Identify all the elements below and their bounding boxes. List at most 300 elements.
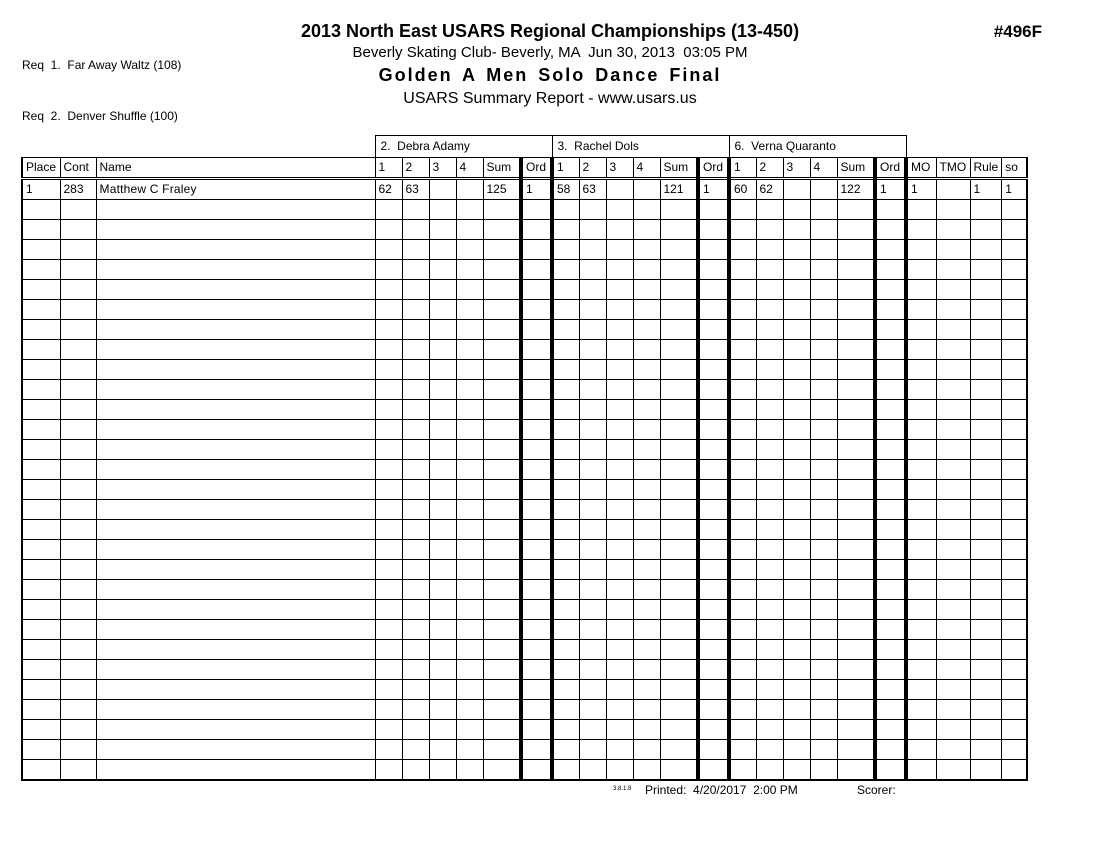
cell-cont — [60, 640, 96, 660]
cell-j2-sum: 121 — [660, 179, 698, 200]
cell-j3-t3 — [783, 700, 810, 720]
cell-rule — [970, 400, 1002, 420]
cell-j2-sum — [660, 540, 698, 560]
cell-j2-t1 — [552, 740, 579, 760]
cell-j3-ord — [875, 500, 906, 520]
cell-j1-ord — [521, 420, 552, 440]
cell-j2-t1 — [552, 640, 579, 660]
cell-j2-sum — [660, 440, 698, 460]
cell-j3-t3 — [783, 220, 810, 240]
judge-1-name: 2. Debra Adamy — [375, 136, 552, 158]
cell-j3-sum — [837, 460, 875, 480]
cell-mo — [906, 560, 936, 580]
cell-j3-ord — [875, 440, 906, 460]
cell-tmo — [936, 380, 970, 400]
cell-j1-t1 — [375, 240, 402, 260]
cell-j1-ord — [521, 360, 552, 380]
col-header-j1-t1: 1 — [375, 158, 402, 179]
cell-j2-ord — [698, 200, 729, 220]
table-row-empty — [22, 580, 1027, 600]
cell-j3-t3 — [783, 600, 810, 620]
cell-j1-sum — [483, 720, 521, 740]
cell-place — [22, 280, 60, 300]
cell-cont — [60, 400, 96, 420]
cell-j3-sum — [837, 300, 875, 320]
score-table — [21, 135, 1028, 781]
cell-j1-ord — [521, 720, 552, 740]
cell-j2-sum — [660, 700, 698, 720]
cell-j3-ord — [875, 560, 906, 580]
cell-j3-t4 — [810, 580, 837, 600]
cell-j2-t3 — [606, 460, 633, 480]
cell-j2-t2 — [579, 300, 606, 320]
cell-j1-t3 — [429, 740, 456, 760]
cell-j3-sum — [837, 520, 875, 540]
cell-j1-t2 — [402, 520, 429, 540]
cell-j1-t2 — [402, 740, 429, 760]
table-row-empty — [22, 680, 1027, 700]
cell-j2-ord — [698, 440, 729, 460]
cell-j3-t1 — [729, 240, 756, 260]
cell-mo — [906, 640, 936, 660]
cell-name — [96, 460, 375, 480]
cell-tmo — [936, 540, 970, 560]
cell-j2-t4 — [633, 440, 660, 460]
cell-j2-t2 — [579, 480, 606, 500]
cell-tmo — [936, 360, 970, 380]
cell-mo — [906, 360, 936, 380]
cell-j1-t1 — [375, 380, 402, 400]
cell-j3-t3 — [783, 520, 810, 540]
cell-j1-t3 — [429, 200, 456, 220]
cell-j1-t2 — [402, 460, 429, 480]
cell-rule — [970, 420, 1002, 440]
championship-title: 2013 North East USARS Regional Championships (13-450) — [300, 21, 800, 41]
cell-so — [1002, 580, 1027, 600]
cell-cont — [60, 480, 96, 500]
cell-j3-t4 — [810, 480, 837, 500]
cell-j2-sum — [660, 220, 698, 240]
cell-j2-t3 — [606, 360, 633, 380]
cell-j2-t2 — [579, 500, 606, 520]
table-row-empty — [22, 460, 1027, 480]
cell-j3-t1 — [729, 500, 756, 520]
cell-place — [22, 400, 60, 420]
cell-j3-t3 — [783, 340, 810, 360]
cell-j1-t2 — [402, 760, 429, 781]
cell-j2-t4 — [633, 500, 660, 520]
cell-j3-t3 — [783, 740, 810, 760]
cell-j2-t3 — [606, 260, 633, 280]
cell-j1-ord — [521, 640, 552, 660]
cell-j3-t4 — [810, 520, 837, 540]
cell-name — [96, 720, 375, 740]
cell-rule — [970, 500, 1002, 520]
cell-mo — [906, 500, 936, 520]
cell-so — [1002, 700, 1027, 720]
cell-tmo — [936, 220, 970, 240]
cell-name — [96, 540, 375, 560]
cell-j3-t3 — [783, 360, 810, 380]
cell-name — [96, 380, 375, 400]
cell-tmo — [936, 260, 970, 280]
cell-j1-t4 — [456, 520, 483, 540]
cell-j2-ord — [698, 300, 729, 320]
cell-j2-t1 — [552, 260, 579, 280]
cell-mo — [906, 240, 936, 260]
cell-mo — [906, 520, 936, 540]
cell-j1-t4 — [456, 760, 483, 781]
cell-cont — [60, 300, 96, 320]
judge-3-name: 6. Verna Quaranto — [729, 136, 906, 158]
judge-header-row — [22, 136, 1027, 158]
cell-j1-t4 — [456, 420, 483, 440]
cell-j2-t1 — [552, 280, 579, 300]
cell-place — [22, 600, 60, 620]
cell-j1-t3 — [429, 460, 456, 480]
cell-j1-t1 — [375, 280, 402, 300]
cell-j3-t2 — [756, 440, 783, 460]
cell-j1-t2: 63 — [402, 179, 429, 200]
cell-j3-t1 — [729, 460, 756, 480]
header-titles — [0, 21, 1100, 108]
col-header-j3-ord: Ord — [875, 158, 906, 179]
cell-j1-t2 — [402, 640, 429, 660]
cell-j3-t1 — [729, 760, 756, 781]
cell-name — [96, 220, 375, 240]
cell-j3-t4 — [810, 360, 837, 380]
cell-j1-t3 — [429, 440, 456, 460]
cell-j2-ord — [698, 700, 729, 720]
cell-so — [1002, 520, 1027, 540]
cell-mo — [906, 460, 936, 480]
cell-j3-t4 — [810, 460, 837, 480]
cell-j2-t2 — [579, 640, 606, 660]
cell-j1-t2 — [402, 700, 429, 720]
cell-j2-t4 — [633, 340, 660, 360]
col-header-so: so — [1002, 158, 1027, 179]
cell-j1-t3 — [429, 320, 456, 340]
cell-so — [1002, 760, 1027, 781]
cell-cont — [60, 340, 96, 360]
cell-j1-sum — [483, 540, 521, 560]
cell-j2-ord — [698, 480, 729, 500]
cell-cont — [60, 280, 96, 300]
cell-j2-t1 — [552, 240, 579, 260]
cell-cont — [60, 720, 96, 740]
cell-j3-t3 — [783, 420, 810, 440]
cell-rule — [970, 440, 1002, 460]
cell-j3-sum — [837, 680, 875, 700]
cell-so — [1002, 240, 1027, 260]
cell-tmo — [936, 680, 970, 700]
cell-place — [22, 300, 60, 320]
cell-j1-t1 — [375, 740, 402, 760]
cell-j2-ord — [698, 220, 729, 240]
cell-mo — [906, 660, 936, 680]
cell-j1-ord — [521, 520, 552, 540]
cell-j1-ord — [521, 280, 552, 300]
cell-j3-t3 — [783, 280, 810, 300]
cell-place — [22, 640, 60, 660]
cell-j1-t2 — [402, 600, 429, 620]
col-header-rule: Rule — [970, 158, 1002, 179]
cell-rule — [970, 360, 1002, 380]
cell-j2-sum — [660, 680, 698, 700]
table-row-empty — [22, 720, 1027, 740]
cell-mo — [906, 620, 936, 640]
cell-j2-ord — [698, 320, 729, 340]
cell-tmo — [936, 580, 970, 600]
cell-j3-t2 — [756, 220, 783, 240]
cell-j1-sum — [483, 700, 521, 720]
cell-j3-t2 — [756, 300, 783, 320]
cell-tmo — [936, 320, 970, 340]
cell-j2-ord — [698, 240, 729, 260]
cell-cont — [60, 620, 96, 640]
cell-j2-t1 — [552, 440, 579, 460]
cell-j3-t1 — [729, 720, 756, 740]
cell-j1-t1 — [375, 400, 402, 420]
cell-so — [1002, 740, 1027, 760]
cell-j3-t1 — [729, 380, 756, 400]
cell-j1-t2 — [402, 300, 429, 320]
cell-j2-t3 — [606, 240, 633, 260]
cell-j1-sum — [483, 300, 521, 320]
cell-j3-sum — [837, 580, 875, 600]
cell-j3-t2 — [756, 720, 783, 740]
table-row-empty — [22, 340, 1027, 360]
cell-tmo — [936, 720, 970, 740]
cell-j1-sum — [483, 220, 521, 240]
cell-j2-t4 — [633, 540, 660, 560]
cell-j2-t2 — [579, 520, 606, 540]
cell-j2-t3 — [606, 480, 633, 500]
cell-j1-t4 — [456, 560, 483, 580]
cell-j1-t1 — [375, 260, 402, 280]
cell-cont — [60, 560, 96, 580]
cell-j2-t2 — [579, 540, 606, 560]
cell-j3-sum — [837, 500, 875, 520]
cell-rule — [970, 700, 1002, 720]
cell-j3-t2 — [756, 340, 783, 360]
cell-j3-t3 — [783, 440, 810, 460]
cell-j2-ord — [698, 720, 729, 740]
col-header-cont: Cont — [60, 158, 96, 179]
cell-j3-ord — [875, 460, 906, 480]
cell-j3-t4 — [810, 400, 837, 420]
cell-j3-ord — [875, 680, 906, 700]
cell-j2-ord — [698, 280, 729, 300]
cell-j3-t1 — [729, 540, 756, 560]
cell-tmo — [936, 760, 970, 781]
req-line-2: Req 2. Denver Shuffle (100) — [22, 109, 178, 123]
cell-j1-ord — [521, 340, 552, 360]
col-header-j2-t1: 1 — [552, 158, 579, 179]
cell-so — [1002, 280, 1027, 300]
cell-j1-t3 — [429, 420, 456, 440]
cell-j2-sum — [660, 740, 698, 760]
cell-cont — [60, 740, 96, 760]
cell-so: 1 — [1002, 179, 1027, 200]
cell-j3-t1 — [729, 260, 756, 280]
cell-j3-ord — [875, 320, 906, 340]
cell-j3-t1 — [729, 680, 756, 700]
cell-j2-ord: 1 — [698, 179, 729, 200]
cell-name — [96, 440, 375, 460]
cell-j2-t2 — [579, 760, 606, 781]
cell-j3-t3 — [783, 240, 810, 260]
cell-name — [96, 620, 375, 640]
cell-rule — [970, 260, 1002, 280]
cell-j1-t1 — [375, 700, 402, 720]
cell-j1-t4 — [456, 440, 483, 460]
table-row-empty — [22, 660, 1027, 680]
cell-mo — [906, 220, 936, 240]
cell-j2-t4 — [633, 520, 660, 540]
cell-j3-t2 — [756, 540, 783, 560]
cell-rule — [970, 220, 1002, 240]
cell-j3-t3 — [783, 460, 810, 480]
cell-j1-t1 — [375, 680, 402, 700]
cell-mo — [906, 540, 936, 560]
col-header-j3-t4: 4 — [810, 158, 837, 179]
event-title: Golden A Men Solo Dance Final — [378, 64, 722, 85]
cell-place — [22, 540, 60, 560]
cell-j1-ord — [521, 660, 552, 680]
col-header-j3-t1: 1 — [729, 158, 756, 179]
cell-j2-t2 — [579, 380, 606, 400]
cell-j1-t3 — [429, 340, 456, 360]
cell-j2-t1 — [552, 520, 579, 540]
cell-tmo — [936, 179, 970, 200]
cell-j3-t4 — [810, 260, 837, 280]
cell-place — [22, 580, 60, 600]
cell-j1-t1 — [375, 580, 402, 600]
cell-cont — [60, 520, 96, 540]
cell-j2-t4 — [633, 220, 660, 240]
cell-j2-ord — [698, 560, 729, 580]
cell-j3-t2 — [756, 400, 783, 420]
cell-j2-ord — [698, 580, 729, 600]
cell-j2-t3 — [606, 320, 633, 340]
cell-j2-t1 — [552, 300, 579, 320]
cell-j2-sum — [660, 560, 698, 580]
cell-j3-t4 — [810, 300, 837, 320]
cell-cont — [60, 700, 96, 720]
cell-j2-t3 — [606, 179, 633, 200]
cell-j2-t4 — [633, 240, 660, 260]
table-row — [22, 179, 1027, 200]
cell-mo — [906, 380, 936, 400]
cell-rule — [970, 300, 1002, 320]
cell-name — [96, 360, 375, 380]
cell-name — [96, 260, 375, 280]
cell-j1-ord: 1 — [521, 179, 552, 200]
score-table-body — [22, 179, 1027, 781]
judge-2-name: 3. Rachel Dols — [552, 136, 729, 158]
cell-j3-t1 — [729, 420, 756, 440]
cell-j1-ord — [521, 740, 552, 760]
cell-j1-sum — [483, 320, 521, 340]
cell-j1-t4 — [456, 540, 483, 560]
venue-date-line: Beverly Skating Club- Beverly, MA Jun 30, 2013 03:05 PM — [352, 43, 748, 61]
cell-cont — [60, 320, 96, 340]
cell-j2-t4 — [633, 179, 660, 200]
cell-tmo — [936, 200, 970, 220]
cell-j3-ord — [875, 340, 906, 360]
cell-name — [96, 680, 375, 700]
cell-tmo — [936, 700, 970, 720]
cell-j3-sum — [837, 720, 875, 740]
cell-j1-t1: 62 — [375, 179, 402, 200]
printed-timestamp: Printed: 4/20/2017 2:00 PM — [645, 783, 798, 797]
cell-so — [1002, 340, 1027, 360]
cell-j3-t4 — [810, 220, 837, 240]
cell-tmo — [936, 280, 970, 300]
cell-j3-sum — [837, 200, 875, 220]
cell-j3-sum — [837, 540, 875, 560]
cell-j3-ord — [875, 580, 906, 600]
cell-place — [22, 460, 60, 480]
cell-rule — [970, 720, 1002, 740]
cell-j1-t1 — [375, 480, 402, 500]
cell-j1-t1 — [375, 720, 402, 740]
cell-j2-t3 — [606, 500, 633, 520]
cell-mo — [906, 280, 936, 300]
cell-j1-t2 — [402, 440, 429, 460]
table-row-empty — [22, 620, 1027, 640]
cell-j2-t1 — [552, 200, 579, 220]
cell-j2-sum — [660, 400, 698, 420]
cell-j2-ord — [698, 740, 729, 760]
col-header-j2-t4: 4 — [633, 158, 660, 179]
cell-j3-t2 — [756, 600, 783, 620]
cell-mo — [906, 700, 936, 720]
cell-mo — [906, 440, 936, 460]
cell-j3-ord — [875, 660, 906, 680]
cell-j3-ord — [875, 420, 906, 440]
cell-j2-t3 — [606, 440, 633, 460]
cell-cont: 283 — [60, 179, 96, 200]
cell-place — [22, 680, 60, 700]
table-row-empty — [22, 520, 1027, 540]
cell-j2-t4 — [633, 740, 660, 760]
cell-mo — [906, 480, 936, 500]
cell-j2-sum — [660, 300, 698, 320]
table-row-empty — [22, 220, 1027, 240]
cell-j2-t1 — [552, 660, 579, 680]
cell-cont — [60, 580, 96, 600]
cell-j2-t4 — [633, 560, 660, 580]
cell-j2-t2 — [579, 560, 606, 580]
cell-j3-ord — [875, 540, 906, 560]
cell-name — [96, 500, 375, 520]
cell-j3-t3 — [783, 179, 810, 200]
cell-j3-t2 — [756, 280, 783, 300]
cell-j3-t4 — [810, 660, 837, 680]
col-header-place: Place — [22, 158, 60, 179]
cell-j2-t3 — [606, 280, 633, 300]
cell-j3-t3 — [783, 640, 810, 660]
cell-j2-t2 — [579, 400, 606, 420]
cell-j1-t4 — [456, 260, 483, 280]
cell-j1-ord — [521, 300, 552, 320]
cell-j2-ord — [698, 460, 729, 480]
cell-j3-t4 — [810, 440, 837, 460]
cell-so — [1002, 460, 1027, 480]
cell-j1-sum — [483, 340, 521, 360]
